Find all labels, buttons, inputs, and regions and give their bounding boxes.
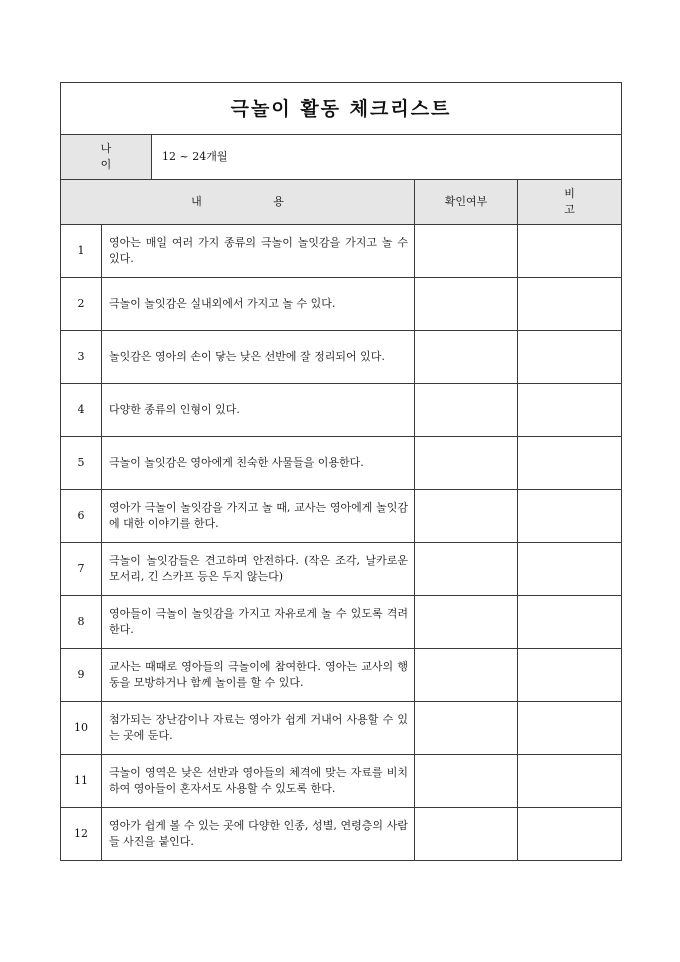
check-cell[interactable] [415, 437, 518, 490]
item-text: 교사는 때때로 영아들의 극놀이에 참여한다. 영아는 교사의 행동을 모방하거나 함께 놀이를 할 수 있다. [102, 649, 415, 702]
check-cell[interactable] [415, 808, 518, 861]
table-row [61, 596, 622, 649]
item-text: 다양한 종류의 인형이 있다. [102, 384, 415, 437]
table-row [61, 808, 622, 861]
item-text: 놀잇감은 영아의 손이 닿는 낮은 선반에 잘 정리되어 있다. [102, 331, 415, 384]
table-row [61, 437, 622, 490]
check-cell[interactable] [415, 490, 518, 543]
item-number: 11 [61, 755, 102, 808]
item-text: 극놀이 영역은 낮은 선반과 영아들의 체격에 맞는 자료를 비치하여 영아들이 혼자서도 사용할 수 있도록 한다. [102, 755, 415, 808]
table-row [61, 649, 622, 702]
note-cell[interactable] [518, 278, 622, 331]
table-row [61, 755, 622, 808]
item-text: 영아가 쉽게 볼 수 있는 곳에 다양한 인종, 성별, 연령층의 사람들 사진을 붙인다. [102, 808, 415, 861]
item-number: 5 [61, 437, 102, 490]
note-cell[interactable] [518, 808, 622, 861]
table-row [61, 543, 622, 596]
checklist-table [60, 82, 622, 861]
item-text: 영아는 매일 여러 가지 종류의 극놀이 놀잇감을 가지고 놀 수 있다. [102, 225, 415, 278]
item-number: 9 [61, 649, 102, 702]
check-cell[interactable] [415, 755, 518, 808]
item-number: 2 [61, 278, 102, 331]
check-cell[interactable] [415, 649, 518, 702]
check-cell[interactable] [415, 596, 518, 649]
item-number: 12 [61, 808, 102, 861]
note-cell[interactable] [518, 596, 622, 649]
item-number: 6 [61, 490, 102, 543]
page-title: 극놀이 활동 체크리스트 [61, 83, 622, 135]
note-cell[interactable] [518, 331, 622, 384]
check-cell[interactable] [415, 702, 518, 755]
item-number: 10 [61, 702, 102, 755]
item-text: 영아가 극놀이 놀잇감을 가지고 놀 때, 교사는 영아에게 놀잇감에 대한 이야기를 한다. [102, 490, 415, 543]
note-cell[interactable] [518, 702, 622, 755]
table-row [61, 490, 622, 543]
table-row [61, 331, 622, 384]
check-cell[interactable] [415, 225, 518, 278]
item-text: 극놀이 놀잇감들은 견고하며 안전하다. (작은 조각, 날카로운 모서리, 긴 스카프 등은 두지 않는다) [102, 543, 415, 596]
note-cell[interactable] [518, 490, 622, 543]
table-row [61, 225, 622, 278]
table-row [61, 702, 622, 755]
item-text: 영아들이 극놀이 놀잇감을 가지고 자유로게 놀 수 있도록 격려한다. [102, 596, 415, 649]
check-cell[interactable] [415, 331, 518, 384]
note-cell[interactable] [518, 225, 622, 278]
item-number: 3 [61, 331, 102, 384]
item-number: 1 [61, 225, 102, 278]
age-value: 12 ~ 24개월 [152, 135, 622, 180]
item-text: 첨가되는 장난감이나 자료는 영아가 쉽게 거내어 사용할 수 있는 곳에 둔다. [102, 702, 415, 755]
check-cell[interactable] [415, 543, 518, 596]
header-note: 비 고 [518, 180, 622, 225]
note-cell[interactable] [518, 755, 622, 808]
table-row [61, 384, 622, 437]
note-cell[interactable] [518, 649, 622, 702]
item-number: 4 [61, 384, 102, 437]
note-cell[interactable] [518, 384, 622, 437]
note-cell[interactable] [518, 437, 622, 490]
item-number: 7 [61, 543, 102, 596]
item-text: 극놀이 놀잇감은 영아에게 친숙한 사물들을 이용한다. [102, 437, 415, 490]
checklist-sheet [60, 82, 621, 861]
item-number: 8 [61, 596, 102, 649]
check-cell[interactable] [415, 384, 518, 437]
check-cell[interactable] [415, 278, 518, 331]
header-content: 내 용 [61, 180, 415, 225]
note-cell[interactable] [518, 543, 622, 596]
table-row [61, 278, 622, 331]
age-label: 나 이 [61, 135, 152, 180]
item-text: 극놀이 놀잇감은 실내외에서 가지고 놀 수 있다. [102, 278, 415, 331]
header-check: 확인여부 [415, 180, 518, 225]
